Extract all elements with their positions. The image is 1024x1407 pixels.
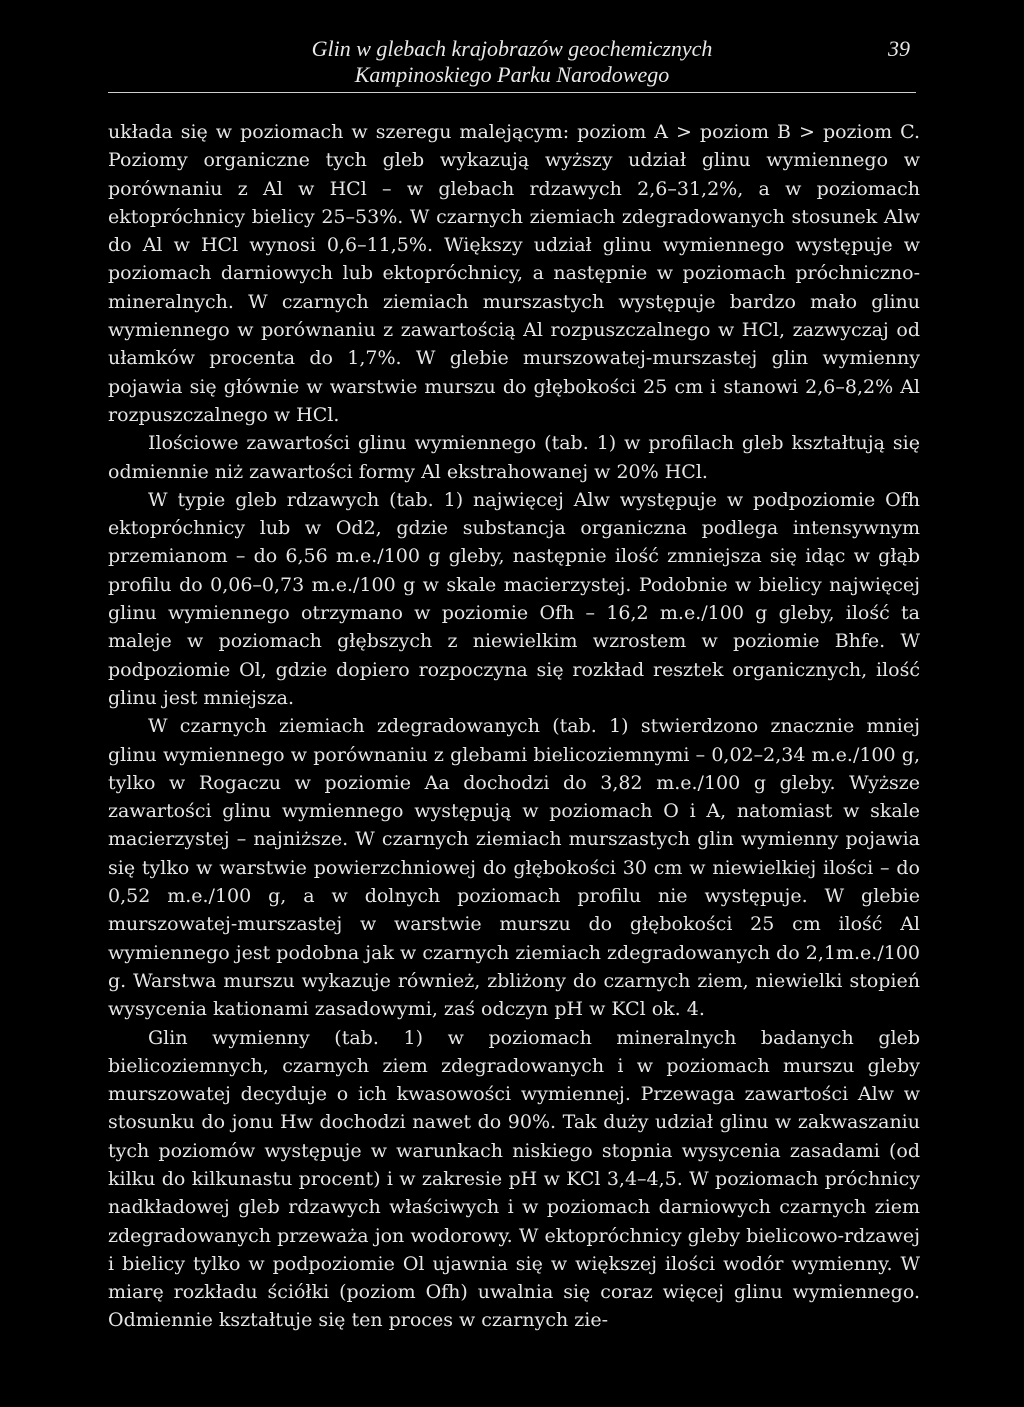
- paragraph-4: W czarnych ziemiach zdegradowanych (tab. 1) stwierdzono znacznie mniej glinu wymiennego w porównaniu z glebami bielicoziemnymi – 0,02–2,34 m.e./100 g, tylko w Rogaczu w poziomie Aa dochodzi do 3,82 m.e./100 g gleby. Wyższe zawartości glinu wymiennego występują w poziomach O i A, natomiast w skale macierzystej – najniższe. W czarnych ziemiach murszastych glin wymienny pojawia się tylko w warstwie powierzchniowej do głębokości 30 cm w niewielkiej ilości – do 0,52 m.e./100 g, a w dolnych poziomach profilu nie występuje. W glebie murszowatej-murszastej w warstwie murszu do głębokości 25 cm ilość Al wymiennego jest podobna jak w czarnych ziemiach zdegradowanych do 2,1m.e./100 g. Warstwa murszu wykazuje również, zbliżony do czarnych ziem, niewielki stopień wysycenia kationami zasadowymi, zaś odczyn pH w KCl ok. 4.: [108, 715, 920, 1021]
- paragraph-3: W typie gleb rdzawych (tab. 1) najwięcej Alw występuje w podpoziomie Ofh ektopróchnicy lub w Od2, gdzie substancja organiczna podlega intensywnym przemianom – do 6,56 m.e./100 g gleby, następnie ilość zmniejsza się idąc w głąb profilu do 0,06–0,73 m.e./100 g w skale macierzystej. Podobnie w bielicy najwięcej glinu wymiennego otrzymano w poziomie Ofh – 16,2 m.e./100 g gleby, ilość ta maleje w poziomach głębszych z niewielkim wzrostem w poziomie Bhfe. W podpoziomie Ol, gdzie dopiero rozpoczyna się rozkład resztek organicznych, ilość glinu jest mniejsza.: [108, 488, 920, 709]
- paragraph-2: Ilościowe zawartości glinu wymiennego (tab. 1) w profilach gleb kształtują się odmiennie niż zawartości formy Al ekstrahowanej w 20% HCl.: [108, 432, 920, 483]
- running-head-line-1: Glin w glebach krajobrazów geochemicznych: [311, 36, 713, 61]
- running-head-line-2: Kampinoskiego Parku Narodowego: [354, 62, 670, 87]
- paragraph-1: układa się w poziomach w szeregu malejącym: poziom A > poziom B > poziom C. Poziomy organiczne tych gleb wykazują wyższy udział glinu wymiennego w porównaniu z Al w HCl – w glebach rdzawych 2,6–31,2%, a w poziomach ektopróchnicy bielicy 25–53%. W czarnych ziemiach zdegradowanych stosunek Alw do Al w HCl wynosi 0,6–11,5%. Większy udział glinu wymiennego występuje w poziomach darniowych lub ektopróchnicy, a następnie w poziomach próchniczno-mineralnych. W czarnych ziemiach murszastych występuje bardzo mało glinu wymiennego w porównaniu z zawartością Al rozpuszczalnego w HCl, zazwyczaj od ułamków procenta do 1,7%. W glebie murszowatej-murszastej glin wymienny pojawia się głównie w warstwie murszu do głębokości 25 cm i stanowi 2,6–8,2% Al rozpuszczalnego w HCl.: [108, 121, 920, 426]
- text-body: [108, 118, 920, 1335]
- running-head: [0, 36, 1024, 88]
- paragraph-5: Glin wymienny (tab. 1) w poziomach mineralnych badanych gleb bielicoziemnych, czarnych ziem zdegradowanych i w poziomach murszu gleby murszowatej decyduje o ich kwasowości wymiennej. Przewaga zawartości Alw w stosunku do jonu Hw dochodzi nawet do 90%. Tak duży udział glinu w zakwaszaniu tych poziomów występuje w warunkach niskiego stopnia wysycenia zasadami (od kilku do kilkunastu procent) i w zakresie pH w KCl 3,4–4,5. W poziomach próchnicy nadkładowej gleb rdzawych właściwych i w poziomach darniowych czarnych ziem zdegradowanych przeważa jon wodorowy. W ektopróchnicy gleby bielicowo-rdzawej i bielicy tylko w podpoziomie Ol ujawnia się w większej ilości wodór wymienny. W miarę rozkładu ściółki (poziom Ofh) uwalnia się coraz więcej glinu wymiennego. Odmiennie kształtuje się ten proces w czarnych zie-: [108, 1026, 920, 1332]
- header-rule: [108, 92, 916, 93]
- page-number: 39: [888, 36, 910, 61]
